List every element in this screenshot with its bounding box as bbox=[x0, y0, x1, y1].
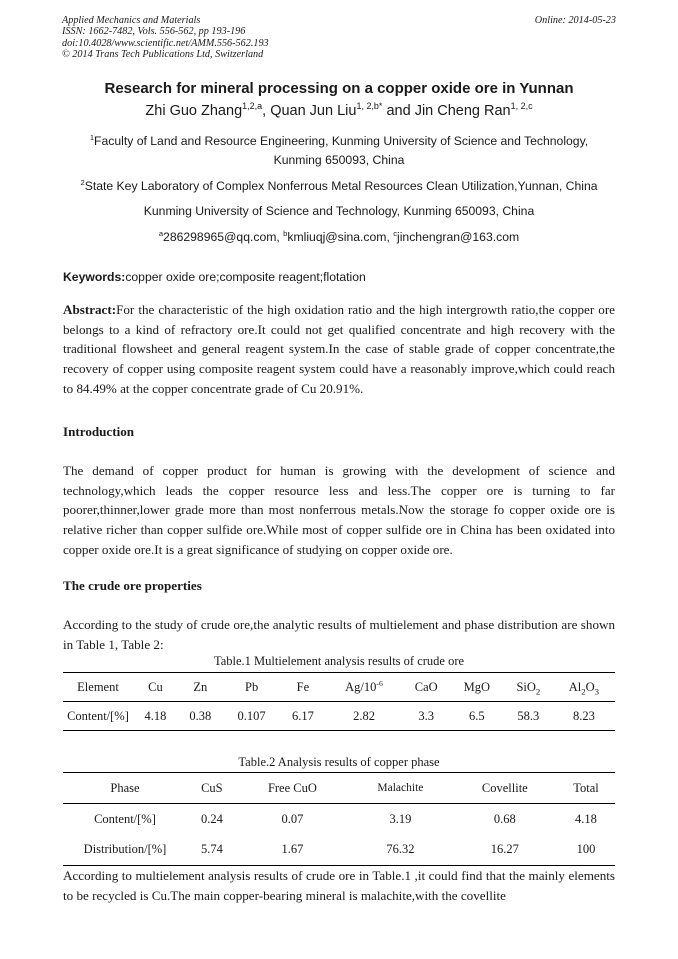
table-header-cell: Fe bbox=[280, 673, 325, 702]
table-1-caption: Table.1 Multielement analysis results of crude ore bbox=[213, 654, 465, 668]
email-mark: b bbox=[283, 228, 288, 238]
author-affil-mark: 1,2,a bbox=[242, 101, 263, 112]
table-header-cell: CaO bbox=[403, 673, 450, 702]
abstract bbox=[63, 300, 615, 399]
affiliation-mark: 2 bbox=[80, 177, 85, 187]
issn-line: ISSN: 1662-7482, Vols. 556-562, pp 193-196 bbox=[62, 26, 246, 38]
copyright-line: © 2014 Trans Tech Publications Ltd, Switzerland bbox=[62, 49, 264, 61]
author-list bbox=[0, 103, 678, 119]
email-separator: , bbox=[276, 230, 284, 244]
affiliation-2-line-2: Kunming University of Science and Technology, Kunming 650093, China bbox=[143, 204, 535, 218]
table-cell: 1.67 bbox=[237, 835, 348, 866]
email-address: 286298965@qq.com bbox=[163, 230, 277, 244]
table-header-cell: SiO$_2$ bbox=[504, 673, 553, 702]
email-address: kmliuqj@sina.com bbox=[287, 230, 387, 244]
email-mark: a bbox=[158, 228, 164, 238]
table-2-copper-phase bbox=[63, 772, 615, 866]
table-header-cell: Free CuO bbox=[237, 773, 348, 804]
table-row bbox=[63, 702, 615, 731]
table-row bbox=[63, 773, 615, 804]
table-cell: Distribution/[%] bbox=[63, 835, 187, 866]
table-header-cell: Covellite bbox=[453, 773, 557, 804]
author-affil-mark: 1, 2,b* bbox=[356, 101, 383, 112]
doi-line: doi:10.4028/www.scientific.net/AMM.556-562.193 bbox=[62, 37, 269, 49]
table-header-cell: MgO bbox=[450, 673, 504, 702]
affiliation-mark: 1 bbox=[89, 132, 95, 142]
table-header-cell: Total bbox=[557, 773, 615, 804]
keywords-text: copper oxide ore;composite reagent;flotation bbox=[125, 270, 366, 284]
author-affil-mark: 1, 2,c bbox=[510, 101, 533, 112]
table-header-cell: Zn bbox=[178, 673, 223, 702]
section-heading-introduction: Introduction bbox=[63, 424, 135, 439]
table-cell: 6.17 bbox=[280, 702, 325, 731]
affiliation-2-line-1 bbox=[0, 179, 678, 193]
table-cell: 0.68 bbox=[493, 811, 516, 826]
section-heading-crude-ore: The crude ore properties bbox=[63, 578, 202, 593]
table-cell: 0.07 bbox=[281, 811, 304, 826]
email-line bbox=[0, 230, 678, 244]
table-row bbox=[63, 673, 615, 702]
abstract-label: Abstract: bbox=[63, 302, 117, 317]
author-separator: and bbox=[382, 103, 415, 119]
table-cell: 100 bbox=[557, 835, 615, 866]
table-cell: 58.3 bbox=[504, 702, 553, 731]
table-header-cell: Element bbox=[63, 673, 133, 702]
table-cell: 4.18 bbox=[133, 702, 178, 731]
affiliation-text: State Key Laboratory of Complex Nonferrous Metal Resources Clean Utilization,Yunnan, China bbox=[84, 179, 598, 193]
table-header-cell: Pb bbox=[223, 673, 281, 702]
table-cell: 0.107 bbox=[223, 702, 281, 731]
affiliation-text: Faculty of Land and Resource Engineering, Kunming University of Science and Technology, bbox=[94, 134, 589, 148]
table-header-cell: Phase bbox=[63, 773, 187, 804]
email-address: jinchengran@163.com bbox=[397, 230, 520, 244]
email-separator: , bbox=[386, 230, 394, 244]
table-cell: Content/[%] bbox=[63, 702, 133, 731]
table-cell: 4.18 bbox=[575, 811, 597, 826]
table-row bbox=[63, 804, 615, 835]
journal-header bbox=[62, 15, 616, 61]
table-cell: Content/[%] bbox=[94, 811, 156, 826]
author-separator: , bbox=[262, 103, 271, 119]
paper-title: Research for mineral processing on a copper oxide ore in Yunnan bbox=[104, 80, 574, 97]
affiliation-1-line-2: Kunming 650093, China bbox=[273, 153, 405, 167]
keywords bbox=[63, 270, 366, 284]
abstract-text: For the characteristic of the high oxidation ratio and the high intergrowth ratio,the copper ore belongs to a kind of refractory ore.It could not get qualified concentrate and high recovery with the traditional flowsheet and general reagent system.In the case of stable grade of copper concentrate,the recovery of copper using composite reagent system could have a reasonably improve,which could reach to 84.49% at the copper concentrate grade of Cu 20.91%. bbox=[63, 302, 615, 396]
table-header-cell: Cu bbox=[133, 673, 178, 702]
keywords-label: Keywords: bbox=[63, 270, 126, 284]
introduction-paragraph: The demand of copper product for human is growing with the development of science and technology,which leads the copper resource less and less.The copper ore is turning to far poorer,thinner,lower grade more than most nonferrous metals.Now the storage fo copper oxide ore is relative richer than copper sulfide ore.While most of copper sulfide ore in China has been oxidated into copper oxide ore.It is a great significance of studying on copper oxide ore. bbox=[63, 463, 615, 557]
table-cell: 3.3 bbox=[403, 702, 450, 731]
table-cell: 8.23 bbox=[553, 702, 615, 731]
closing-paragraph: According to multielement analysis results of crude ore in Table.1 ,it could find that the mainly elements to be recycled is Cu.The main copper-bearing mineral is malachite,with the covellite bbox=[63, 868, 615, 903]
journal-name: Applied Mechanics and Materials bbox=[62, 15, 201, 26]
author-name: Zhi Guo Zhang bbox=[145, 103, 243, 119]
email-mark: c bbox=[393, 228, 398, 238]
table-cell: 0.38 bbox=[178, 702, 223, 731]
table-header-cell: Malachite bbox=[348, 773, 453, 804]
table-row bbox=[63, 835, 615, 866]
table-header-cell: $Al_2O_3$ bbox=[553, 673, 615, 702]
online-date: Online: 2014-05-23 bbox=[534, 15, 616, 26]
author-name: Quan Jun Liu bbox=[270, 103, 357, 119]
table-header-cell: CuS bbox=[187, 773, 237, 804]
table-cell: 6.5 bbox=[450, 702, 504, 731]
table-cell: 0.24 bbox=[200, 811, 223, 826]
author-name: Jin Cheng Ran bbox=[414, 103, 511, 119]
table-cell: 2.82 bbox=[325, 702, 402, 731]
table-cell: 5.74 bbox=[187, 835, 237, 866]
table-cell: 3.19 bbox=[389, 811, 412, 826]
table-1-multielement bbox=[63, 672, 615, 731]
table-header-cell: $Ag/10^{-6}$ bbox=[325, 673, 402, 702]
table-2-caption: Table.2 Analysis results of copper phase bbox=[238, 755, 440, 769]
affiliation-1-line-1 bbox=[0, 134, 678, 148]
table-cell: 16.27 bbox=[453, 835, 557, 866]
crude-ore-paragraph: According to the study of crude ore,the analytic results of multielement and phase distribution are shown in Table 1, Table 2: bbox=[63, 617, 615, 652]
table-cell: 76.32 bbox=[348, 835, 453, 866]
